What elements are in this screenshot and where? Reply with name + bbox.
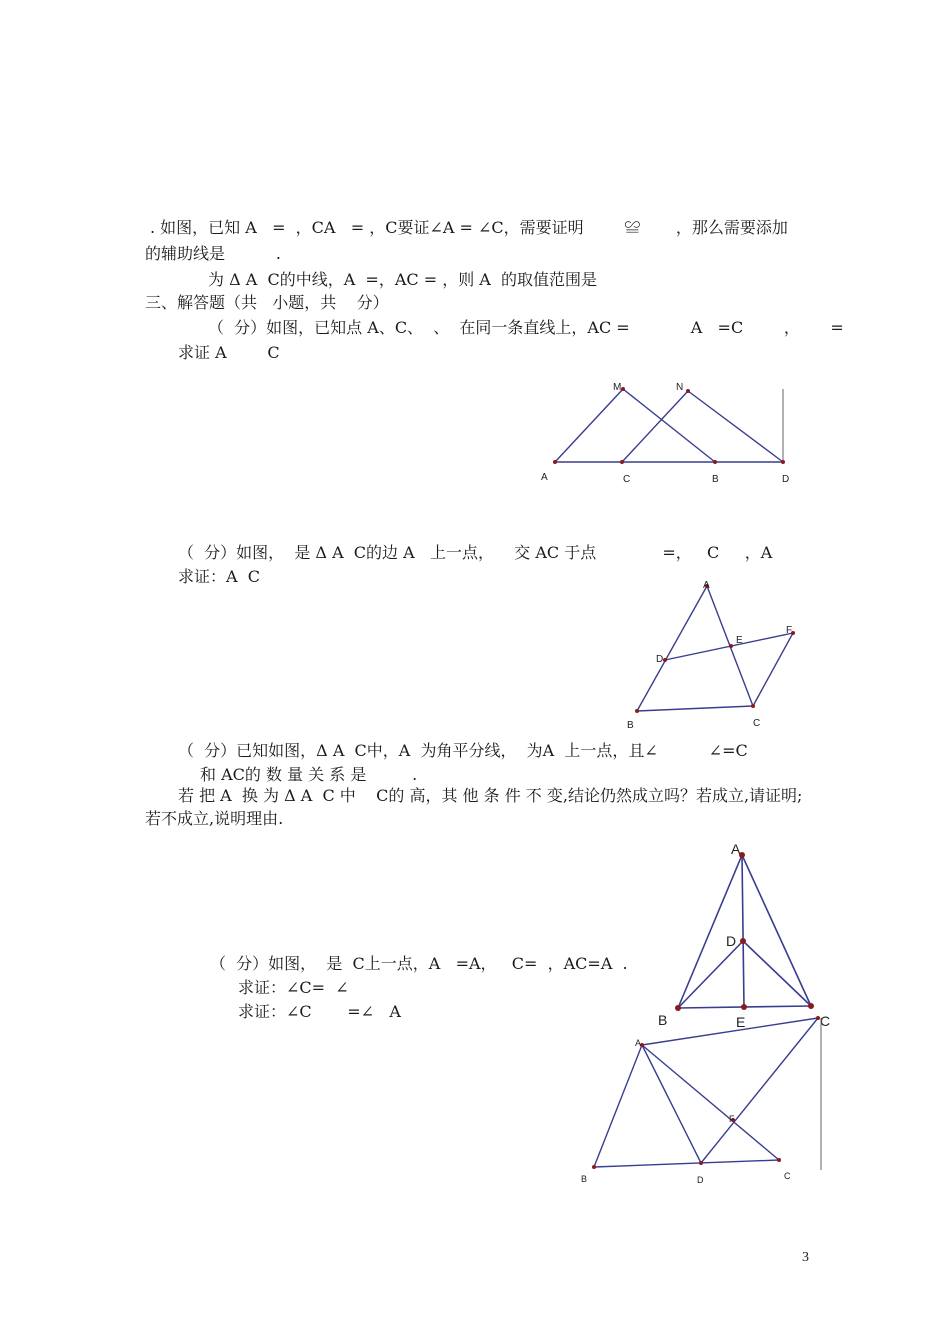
q-line-3: 为 Δ A C的中线，A =，AC = ，则 A 的取值范围是 (208, 270, 598, 289)
q-line-5: （ 分）如图，已知点 A、C、 、 在同一条直线上，AC = A =C ， = (208, 318, 844, 337)
q-line-1: . 如图，已知 A = ，CA = ，C要证∠A = ∠C，需要证明 ≌ ，那么需要添加 (150, 218, 788, 237)
q-line-2: 的辅助线是 . (145, 244, 281, 263)
fig4-label-c: C (784, 1171, 791, 1181)
q-line-15: 求证：∠C =∠ A (238, 1002, 401, 1021)
fig2-label-f: F (786, 625, 793, 636)
fig4-label-d: D (697, 1175, 704, 1185)
q-line-11: 若 把 A 换 为 Δ A C 中 C的 高，其 他 条 件 不 变,结论仍然成立吗？若成立,请证明; (178, 786, 803, 805)
fig4-label-a: A (635, 1038, 642, 1048)
fig2-label-a: A (703, 580, 710, 591)
fig2-label-e: E (736, 635, 743, 646)
q-line-12: 若不成立,说明理由. (145, 809, 284, 828)
figure-2 (620, 578, 810, 733)
q-line-10: 和 AC的 数 量 关 系 是 . (200, 765, 418, 784)
q-line-9: （ 分）已知如图，Δ A C中，A 为角平分线， 为A 上一点，且∠ ∠=C (178, 741, 748, 760)
q-line-7: （ 分）如图， 是 Δ A C的边 A 上一点， 交 AC 于点 =， C ，A (178, 543, 773, 562)
fig4-label-f: F (729, 1114, 735, 1124)
fig3-label-d: D (726, 933, 737, 949)
fig3-label-b: B (658, 1012, 668, 1028)
fig3-label-a: A (731, 841, 741, 857)
fig3-label-e: E (736, 1014, 746, 1030)
fig1-label-a: A (541, 472, 548, 483)
fig2-label-c: C (753, 718, 761, 729)
fig1-label-n: N (676, 382, 684, 393)
figure-1 (530, 375, 810, 495)
fig2-label-d: D (656, 654, 664, 665)
fig1-label-c: C (623, 474, 631, 485)
q-line-6: 求证 A C (178, 343, 280, 362)
section-heading: 三、解答题（共 小题，共 分） (145, 293, 389, 312)
fig2-label-b: B (627, 720, 634, 731)
page-number: 3 (802, 1250, 809, 1265)
fig1-label-m: M (613, 382, 622, 393)
figure-3 (650, 838, 835, 1033)
fig1-label-d: D (782, 474, 790, 485)
fig4-label-b: B (581, 1174, 588, 1184)
fig1-label-b: B (712, 474, 719, 485)
figure-4 (575, 1010, 830, 1190)
fig3-label-c: C (820, 1013, 831, 1029)
q-line-13: （ 分）如图， 是 C上一点，A =A， C= ，AC=A . (210, 954, 628, 973)
q-line-14: 求证：∠C= ∠ (238, 978, 349, 997)
q-line-8: 求证：A C (178, 567, 260, 586)
